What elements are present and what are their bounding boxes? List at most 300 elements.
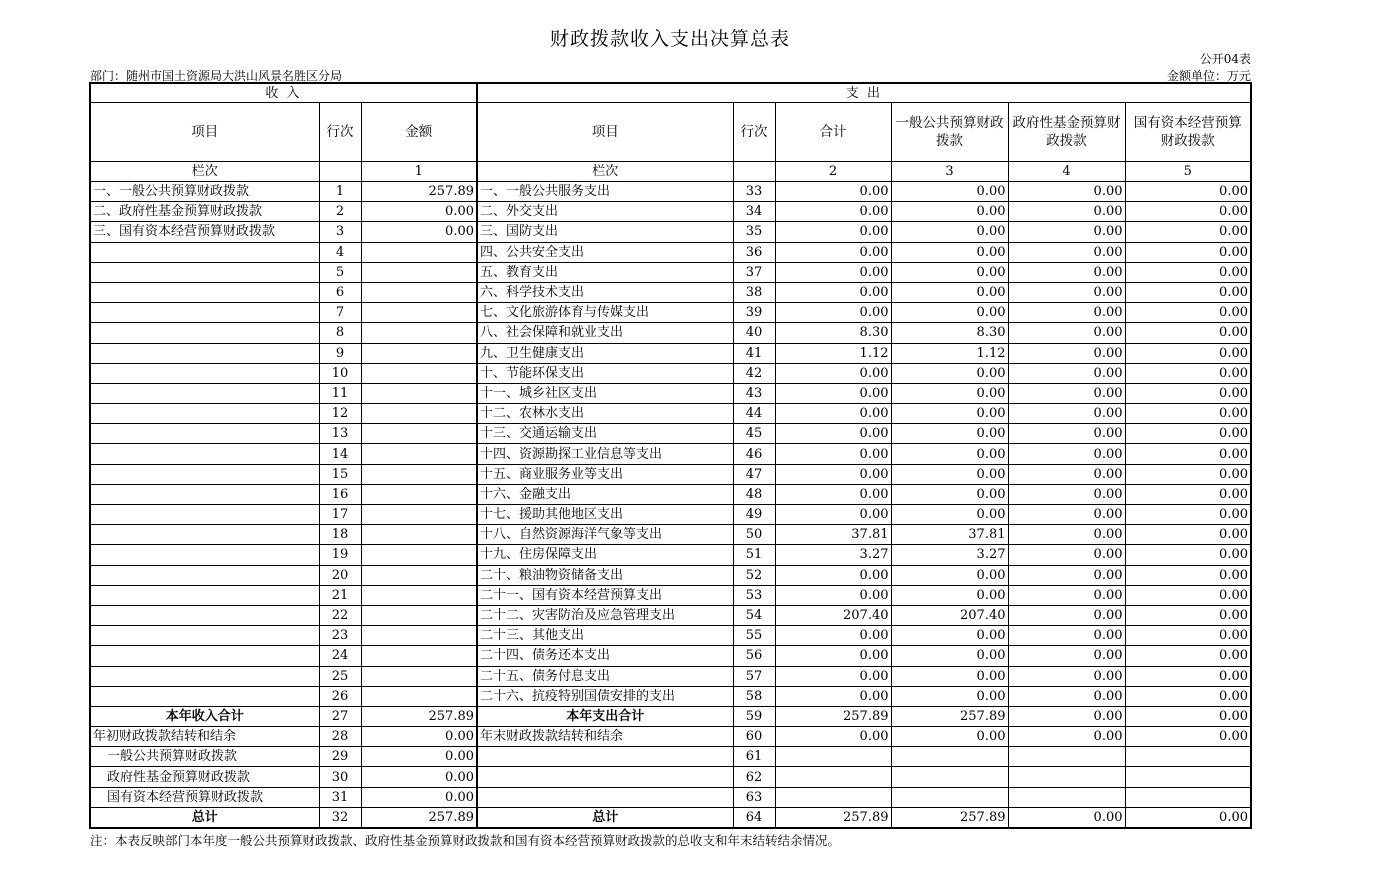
cell-general: 0.00 (891, 303, 1008, 323)
cell-fund: 0.00 (1008, 182, 1125, 202)
cell-general: 0.00 (891, 686, 1008, 706)
cell-fund: 0.00 (1008, 404, 1125, 424)
cell-state (1125, 787, 1251, 807)
col-num-blank (319, 162, 361, 182)
cell-in-amount (361, 303, 477, 323)
cell-general: 0.00 (891, 242, 1008, 262)
cell-in-line: 22 (319, 605, 361, 625)
cell-in-line: 1 (319, 182, 361, 202)
cell-in-amount: 0.00 (361, 222, 477, 242)
cell-fund: 0.00 (1008, 323, 1125, 343)
cell-general: 0.00 (891, 222, 1008, 242)
table-row (90, 505, 1251, 525)
cell-total: 207.40 (775, 605, 891, 625)
cell-ex-line: 56 (733, 646, 775, 666)
cell-ex-line: 63 (733, 787, 775, 807)
cell-state: 0.00 (1125, 262, 1251, 282)
cell-ex-item: 十、节能环保支出 (477, 363, 733, 383)
cell-ex-line: 48 (733, 484, 775, 504)
table-row (90, 525, 1251, 545)
cell-in-line: 6 (319, 282, 361, 302)
header-income-amount: 金额 (361, 103, 477, 162)
cell-in-amount (361, 464, 477, 484)
cell-general: 0.00 (891, 727, 1008, 747)
cell-in-item (90, 565, 319, 585)
cell-general: 0.00 (891, 505, 1008, 525)
header-expense-line: 行次 (733, 103, 775, 162)
cell-total: 0.00 (775, 646, 891, 666)
table-row (90, 605, 1251, 625)
table-row (90, 626, 1251, 646)
cell-ex-item: 十五、商业服务业等支出 (477, 464, 733, 484)
cell-in-amount (361, 505, 477, 525)
cell-state: 0.00 (1125, 565, 1251, 585)
carry-row (90, 767, 1251, 787)
cell-ex-item: 一、一般公共服务支出 (477, 182, 733, 202)
header-general: 一般公共预算财政拨款 (891, 103, 1008, 162)
cell-total: 3.27 (775, 545, 891, 565)
cell-ex-line: 36 (733, 242, 775, 262)
cell-state: 0.00 (1125, 363, 1251, 383)
table-row (90, 484, 1251, 504)
cell-ex-item: 二十、粮油物资储备支出 (477, 565, 733, 585)
cell-ex-item: 五、教育支出 (477, 262, 733, 282)
cell-ex-item: 十三、交通运输支出 (477, 424, 733, 444)
carry-row (90, 727, 1251, 747)
cell-state: 0.00 (1125, 444, 1251, 464)
finance-table (89, 82, 1252, 829)
cell-fund: 0.00 (1008, 383, 1125, 403)
cell-general: 0.00 (891, 666, 1008, 686)
cell-ex-line: 60 (733, 727, 775, 747)
cell-in-amount: 0.00 (361, 727, 477, 747)
cell-in-item (90, 303, 319, 323)
cell-in-line: 11 (319, 383, 361, 403)
cell-ex-line: 41 (733, 343, 775, 363)
cell-in-amount (361, 525, 477, 545)
col-num-4: 4 (1008, 162, 1125, 182)
table-row (90, 646, 1251, 666)
cell-in-item: 一、一般公共预算财政拨款 (90, 182, 319, 202)
cell-in-item (90, 464, 319, 484)
cell-fund: 0.00 (1008, 282, 1125, 302)
cell-total: 0.00 (775, 424, 891, 444)
header-expense-item: 项目 (477, 103, 733, 162)
cell-in-amount (361, 545, 477, 565)
cell-fund: 0.00 (1008, 565, 1125, 585)
cell-ex-item: 二十二、灾害防治及应急管理支出 (477, 605, 733, 625)
cell-total (775, 747, 891, 767)
header-income-line: 行次 (319, 103, 361, 162)
cell-general (891, 747, 1008, 767)
cell-fund: 0.00 (1008, 444, 1125, 464)
cell-in-amount (361, 666, 477, 686)
cell-ex-item: 十一、城乡社区支出 (477, 383, 733, 403)
cell-fund: 0.00 (1008, 343, 1125, 363)
header-fund: 政府性基金预算财政拨款 (1008, 103, 1125, 162)
cell-general: 0.00 (891, 282, 1008, 302)
cell-in-amount: 0.00 (361, 767, 477, 787)
cell-general: 0.00 (891, 444, 1008, 464)
cell-in-amount (361, 242, 477, 262)
cell-in-amount (361, 363, 477, 383)
cell-fund: 0.00 (1008, 202, 1125, 222)
cell-general: 0.00 (891, 404, 1008, 424)
cell-ex-item: 十八、自然资源海洋气象等支出 (477, 525, 733, 545)
grand-total-row (90, 807, 1251, 828)
cell-in-amount: 257.89 (361, 807, 477, 828)
cell-state: 0.00 (1125, 605, 1251, 625)
cell-fund: 0.00 (1008, 303, 1125, 323)
department-label: 部门：随州市国土资源局大洪山风景名胜区分局 (90, 69, 343, 83)
cell-ex-item: 三、国防支出 (477, 222, 733, 242)
cell-in-line: 24 (319, 646, 361, 666)
carry-row (90, 747, 1251, 767)
header-total: 合计 (775, 103, 891, 162)
cell-state: 0.00 (1125, 484, 1251, 504)
cell-in-amount (361, 323, 477, 343)
cell-general (891, 787, 1008, 807)
cell-in-item (90, 484, 319, 504)
cell-in-amount: 257.89 (361, 706, 477, 726)
cell-fund: 0.00 (1008, 484, 1125, 504)
cell-state: 0.00 (1125, 182, 1251, 202)
col-num-blank-2 (733, 162, 775, 182)
cell-total: 0.00 (775, 383, 891, 403)
cell-ex-item: 总计 (477, 807, 733, 828)
cell-total: 0.00 (775, 686, 891, 706)
table-row (90, 262, 1251, 282)
cell-ex-line: 49 (733, 505, 775, 525)
cell-state: 0.00 (1125, 323, 1251, 343)
cell-general: 1.12 (891, 343, 1008, 363)
cell-ex-item: 四、公共安全支出 (477, 242, 733, 262)
cell-general (891, 767, 1008, 787)
cell-state: 0.00 (1125, 202, 1251, 222)
cell-fund (1008, 767, 1125, 787)
cell-ex-line: 52 (733, 565, 775, 585)
cell-ex-line: 40 (733, 323, 775, 343)
cell-state: 0.00 (1125, 303, 1251, 323)
cell-in-item: 本年收入合计 (90, 706, 319, 726)
cell-total: 0.00 (775, 727, 891, 747)
income-section-header: 收 入 (90, 83, 477, 103)
cell-state: 0.00 (1125, 807, 1251, 828)
table-row (90, 545, 1251, 565)
table-row (90, 585, 1251, 605)
table-row (90, 383, 1251, 403)
cell-fund (1008, 747, 1125, 767)
cell-in-item (90, 686, 319, 706)
cell-total: 0.00 (775, 303, 891, 323)
cell-in-line: 31 (319, 787, 361, 807)
cell-total: 8.30 (775, 323, 891, 343)
cell-total: 257.89 (775, 807, 891, 828)
cell-ex-item (477, 747, 733, 767)
cell-ex-item: 二十五、债务付息支出 (477, 666, 733, 686)
cell-in-item (90, 525, 319, 545)
cell-fund (1008, 787, 1125, 807)
cell-state: 0.00 (1125, 404, 1251, 424)
cell-ex-item: 二十四、债务还本支出 (477, 646, 733, 666)
cell-general: 37.81 (891, 525, 1008, 545)
cell-in-item (90, 545, 319, 565)
cell-in-item (90, 282, 319, 302)
header-income-item: 项目 (90, 103, 319, 162)
cell-total: 0.00 (775, 444, 891, 464)
cell-general: 0.00 (891, 626, 1008, 646)
cell-total: 0.00 (775, 363, 891, 383)
cell-state (1125, 767, 1251, 787)
cell-ex-line: 37 (733, 262, 775, 282)
cell-state: 0.00 (1125, 464, 1251, 484)
cell-ex-item: 十七、援助其他地区支出 (477, 505, 733, 525)
cell-total: 0.00 (775, 242, 891, 262)
cell-in-amount (361, 424, 477, 444)
cell-in-amount: 0.00 (361, 787, 477, 807)
cell-in-item: 年初财政拨款结转和结余 (90, 727, 319, 747)
cell-ex-item: 二十六、抗疫特别国债安排的支出 (477, 686, 733, 706)
cell-ex-item: 十四、资源勘探工业信息等支出 (477, 444, 733, 464)
cell-fund: 0.00 (1008, 585, 1125, 605)
cell-in-item: 政府性基金预算财政拨款 (90, 767, 319, 787)
cell-total (775, 767, 891, 787)
cell-ex-item: 十六、金融支出 (477, 484, 733, 504)
expense-section-header: 支 出 (477, 83, 1251, 103)
cell-in-line: 30 (319, 767, 361, 787)
cell-in-item: 一般公共预算财政拨款 (90, 747, 319, 767)
cell-total: 0.00 (775, 282, 891, 302)
cell-in-amount (361, 262, 477, 282)
cell-total: 0.00 (775, 626, 891, 646)
cell-state (1125, 747, 1251, 767)
cell-general: 8.30 (891, 323, 1008, 343)
cell-general: 0.00 (891, 424, 1008, 444)
cell-state: 0.00 (1125, 686, 1251, 706)
table-row (90, 323, 1251, 343)
cell-in-amount (361, 444, 477, 464)
cell-fund: 0.00 (1008, 686, 1125, 706)
cell-in-item (90, 646, 319, 666)
cell-in-amount: 0.00 (361, 202, 477, 222)
cell-fund: 0.00 (1008, 545, 1125, 565)
carry-row (90, 787, 1251, 807)
cell-ex-item: 十九、住房保障支出 (477, 545, 733, 565)
cell-ex-line: 42 (733, 363, 775, 383)
cell-ex-line: 34 (733, 202, 775, 222)
cell-in-amount (361, 343, 477, 363)
col-num-2: 2 (775, 162, 891, 182)
cell-in-line: 32 (319, 807, 361, 828)
cell-in-line: 8 (319, 323, 361, 343)
table-row (90, 666, 1251, 686)
cell-in-line: 19 (319, 545, 361, 565)
cell-fund: 0.00 (1008, 807, 1125, 828)
cell-in-amount (361, 646, 477, 666)
table-row (90, 343, 1251, 363)
cell-fund: 0.00 (1008, 222, 1125, 242)
cell-ex-line: 50 (733, 525, 775, 545)
table-row (90, 686, 1251, 706)
cell-ex-item: 十二、农林水支出 (477, 404, 733, 424)
cell-in-line: 23 (319, 626, 361, 646)
cell-fund: 0.00 (1008, 525, 1125, 545)
cell-ex-line: 62 (733, 767, 775, 787)
header-state: 国有资本经营预算财政拨款 (1125, 103, 1251, 162)
cell-in-item (90, 242, 319, 262)
col-label-left: 栏次 (90, 162, 319, 182)
cell-in-line: 4 (319, 242, 361, 262)
cell-total: 0.00 (775, 484, 891, 504)
cell-general: 0.00 (891, 585, 1008, 605)
table-row (90, 404, 1251, 424)
cell-general: 0.00 (891, 262, 1008, 282)
table-row (90, 303, 1251, 323)
cell-in-line: 5 (319, 262, 361, 282)
table-row (90, 464, 1251, 484)
footnote: 注：本表反映部门本年度一般公共预算财政拨款、政府性基金预算财政拨款和国有资本经营预算财政拨款的总收支和年末结转结余情况。 (90, 833, 841, 848)
cell-general: 0.00 (891, 182, 1008, 202)
table-row (90, 424, 1251, 444)
table-row (90, 182, 1251, 202)
cell-in-amount (361, 585, 477, 605)
cell-in-item (90, 424, 319, 444)
cell-fund: 0.00 (1008, 605, 1125, 625)
cell-general: 0.00 (891, 646, 1008, 666)
cell-in-item (90, 262, 319, 282)
cell-in-line: 17 (319, 505, 361, 525)
cell-state: 0.00 (1125, 646, 1251, 666)
col-label-right: 栏次 (477, 162, 733, 182)
cell-in-item: 总计 (90, 807, 319, 828)
cell-general: 257.89 (891, 706, 1008, 726)
cell-state: 0.00 (1125, 545, 1251, 565)
cell-total: 0.00 (775, 565, 891, 585)
cell-ex-line: 45 (733, 424, 775, 444)
cell-total: 0.00 (775, 182, 891, 202)
cell-ex-line: 64 (733, 807, 775, 828)
cell-ex-line: 46 (733, 444, 775, 464)
cell-general: 0.00 (891, 202, 1008, 222)
cell-fund: 0.00 (1008, 727, 1125, 747)
cell-general: 0.00 (891, 484, 1008, 504)
cell-general: 257.89 (891, 807, 1008, 828)
cell-in-amount (361, 605, 477, 625)
cell-in-line: 28 (319, 727, 361, 747)
cell-in-item: 三、国有资本经营预算财政拨款 (90, 222, 319, 242)
cell-fund: 0.00 (1008, 262, 1125, 282)
cell-state: 0.00 (1125, 282, 1251, 302)
cell-general: 0.00 (891, 363, 1008, 383)
cell-in-line: 25 (319, 666, 361, 686)
cell-in-line: 10 (319, 363, 361, 383)
cell-ex-line: 58 (733, 686, 775, 706)
cell-in-item (90, 585, 319, 605)
cell-ex-item: 八、社会保障和就业支出 (477, 323, 733, 343)
cell-total: 37.81 (775, 525, 891, 545)
cell-fund: 0.00 (1008, 666, 1125, 686)
col-num-1: 1 (361, 162, 477, 182)
cell-in-amount (361, 383, 477, 403)
cell-in-amount (361, 686, 477, 706)
cell-state: 0.00 (1125, 666, 1251, 686)
cell-general: 0.00 (891, 565, 1008, 585)
table-row (90, 202, 1251, 222)
cell-state: 0.00 (1125, 383, 1251, 403)
cell-general: 207.40 (891, 605, 1008, 625)
cell-in-line: 14 (319, 444, 361, 464)
cell-fund: 0.00 (1008, 424, 1125, 444)
cell-ex-item: 本年支出合计 (477, 706, 733, 726)
cell-ex-item: 年末财政拨款结转和结余 (477, 727, 733, 747)
cell-fund: 0.00 (1008, 242, 1125, 262)
cell-ex-item: 六、科学技术支出 (477, 282, 733, 302)
cell-in-amount: 0.00 (361, 747, 477, 767)
table-row (90, 242, 1251, 262)
cell-ex-line: 57 (733, 666, 775, 686)
table-row (90, 444, 1251, 464)
cell-ex-line: 59 (733, 706, 775, 726)
cell-fund: 0.00 (1008, 646, 1125, 666)
cell-in-amount (361, 626, 477, 646)
col-num-3: 3 (891, 162, 1008, 182)
cell-in-item: 国有资本经营预算财政拨款 (90, 787, 319, 807)
cell-state: 0.00 (1125, 424, 1251, 444)
cell-total: 0.00 (775, 404, 891, 424)
cell-state: 0.00 (1125, 626, 1251, 646)
cell-ex-line: 51 (733, 545, 775, 565)
cell-ex-item (477, 787, 733, 807)
cell-total: 0.00 (775, 666, 891, 686)
cell-ex-item: 二十一、国有资本经营预算支出 (477, 585, 733, 605)
cell-in-amount (361, 484, 477, 504)
cell-total: 0.00 (775, 505, 891, 525)
cell-in-item (90, 323, 319, 343)
subtotal-row (90, 706, 1251, 726)
cell-fund: 0.00 (1008, 464, 1125, 484)
cell-total: 0.00 (775, 202, 891, 222)
cell-ex-line: 35 (733, 222, 775, 242)
cell-general: 0.00 (891, 464, 1008, 484)
cell-in-amount (361, 565, 477, 585)
cell-total: 257.89 (775, 706, 891, 726)
cell-state: 0.00 (1125, 706, 1251, 726)
cell-total: 0.00 (775, 464, 891, 484)
cell-fund: 0.00 (1008, 363, 1125, 383)
cell-in-line: 26 (319, 686, 361, 706)
cell-in-line: 27 (319, 706, 361, 726)
cell-in-line: 12 (319, 404, 361, 424)
cell-general: 3.27 (891, 545, 1008, 565)
cell-total: 0.00 (775, 222, 891, 242)
table-row (90, 363, 1251, 383)
cell-ex-item: 七、文化旅游体育与传媒支出 (477, 303, 733, 323)
cell-in-line: 15 (319, 464, 361, 484)
cell-in-line: 21 (319, 585, 361, 605)
cell-in-line: 18 (319, 525, 361, 545)
cell-in-item (90, 404, 319, 424)
cell-in-line: 2 (319, 202, 361, 222)
cell-ex-line: 54 (733, 605, 775, 625)
cell-ex-item: 二十三、其他支出 (477, 626, 733, 646)
cell-general: 0.00 (891, 383, 1008, 403)
cell-ex-line: 43 (733, 383, 775, 403)
cell-in-line: 7 (319, 303, 361, 323)
cell-in-item (90, 605, 319, 625)
col-num-5: 5 (1125, 162, 1251, 182)
cell-in-line: 20 (319, 565, 361, 585)
cell-in-line: 29 (319, 747, 361, 767)
